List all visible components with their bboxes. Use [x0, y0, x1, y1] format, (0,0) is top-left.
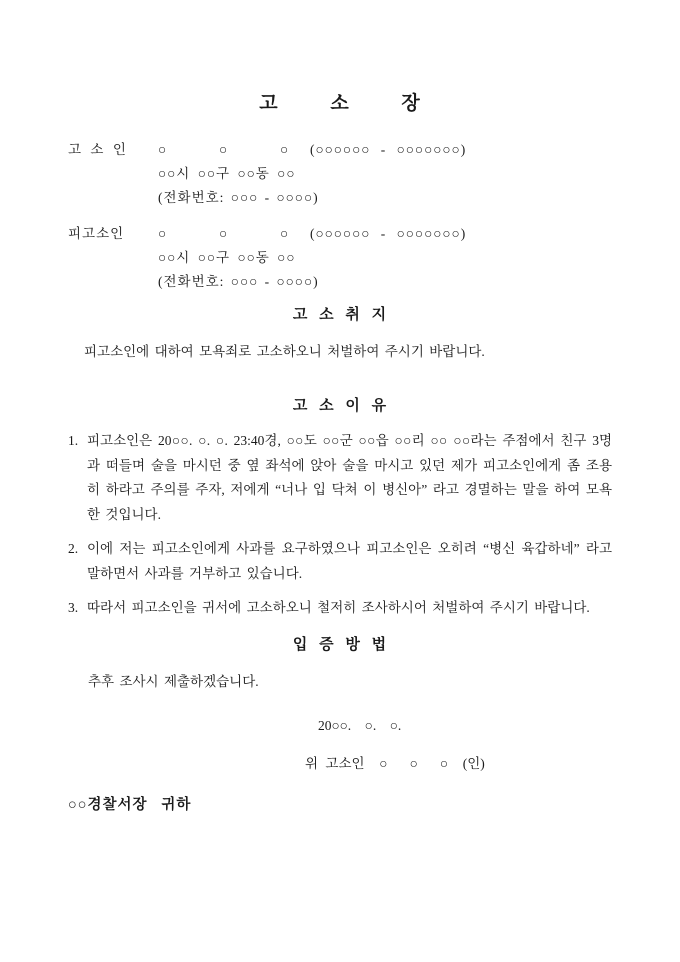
reason-item-2 — [68, 537, 612, 586]
accused-label-spacer — [68, 270, 158, 294]
reason-text: 이에 저는 피고소인에게 사과를 요구하였으나 피고소인은 오히려 “병신 육갑하네” 라고 말하면서 사과를 거부하고 있습니다. — [87, 541, 612, 581]
complainant-signature: 위 고소인 ○ ○ ○ (인) — [305, 755, 485, 771]
closing-date: 20○○. ○. ○. — [318, 717, 402, 733]
accused-label-spacer — [68, 246, 158, 270]
document-title: 고 소 장 — [259, 93, 421, 114]
accused-address-row — [68, 246, 612, 270]
accused-address: ○○시 ○○구 ○○동 ○○ — [158, 250, 296, 265]
reason-item-1 — [68, 429, 612, 527]
reason-number: 1. — [68, 433, 79, 448]
accused-phone-row — [68, 270, 612, 294]
complainant-label: 고 소 인 — [68, 142, 127, 157]
accused-phone: (전화번호: ○○○ - ○○○○) — [158, 274, 319, 289]
reason-text: 따라서 피고소인을 귀서에 고소하오니 철저히 조사하시어 처벌하여 주시기 바랍니다. — [87, 600, 590, 615]
accused-name-row — [68, 222, 612, 246]
complainant-phone-row — [68, 186, 612, 210]
complainant-label-spacer — [68, 162, 158, 186]
accused-section — [68, 222, 612, 294]
complainant-address: ○○시 ○○구 ○○동 ○○ — [158, 166, 296, 181]
complainant-address-row — [68, 162, 612, 186]
evidence-body: 추후 조사시 제출하겠습니다. — [88, 673, 259, 689]
reason-item-3 — [68, 596, 612, 621]
accused-name: ○ ○ ○ (○○○○○○ - ○○○○○○○) — [158, 226, 467, 241]
reasons-list — [68, 429, 612, 621]
purpose-heading: 고 소 취 지 — [292, 307, 388, 323]
complainant-section — [68, 138, 612, 210]
purpose-body: 피고소인에 대하여 모욕죄로 고소하오니 처벌하여 주시기 바랍니다. — [84, 344, 485, 359]
accused-label: 피고소인 — [68, 226, 125, 241]
evidence-heading: 입 증 방 법 — [292, 636, 388, 653]
complainant-label-spacer — [68, 186, 158, 210]
reason-number: 2. — [68, 541, 79, 556]
reasons-heading: 고 소 이 유 — [292, 398, 388, 414]
complainant-phone: (전화번호: ○○○ - ○○○○) — [158, 190, 319, 205]
reason-number: 3. — [68, 600, 79, 615]
complainant-name: ○ ○ ○ (○○○○○○ - ○○○○○○○) — [158, 142, 467, 157]
reason-text: 피고소인은 20○○. ○. ○. 23:40경, ○○도 ○○군 ○○읍 ○○리 ○○ ○○라는 주점에서 친구 3명과 떠들며 술을 마시던 중 옆 좌석에 앉아 술을 마시고 있던 제가 피고소인에게 좀 조용히 하라고 주의를 주자, 저에게 “너나 입 닥쳐 이 병신아” 라고 경멸하는 말을 하여 모욕한 것입니다. — [87, 433, 612, 522]
recipient-police-chief: ○○경찰서장 귀하 — [68, 796, 192, 813]
complainant-name-row — [68, 138, 612, 162]
